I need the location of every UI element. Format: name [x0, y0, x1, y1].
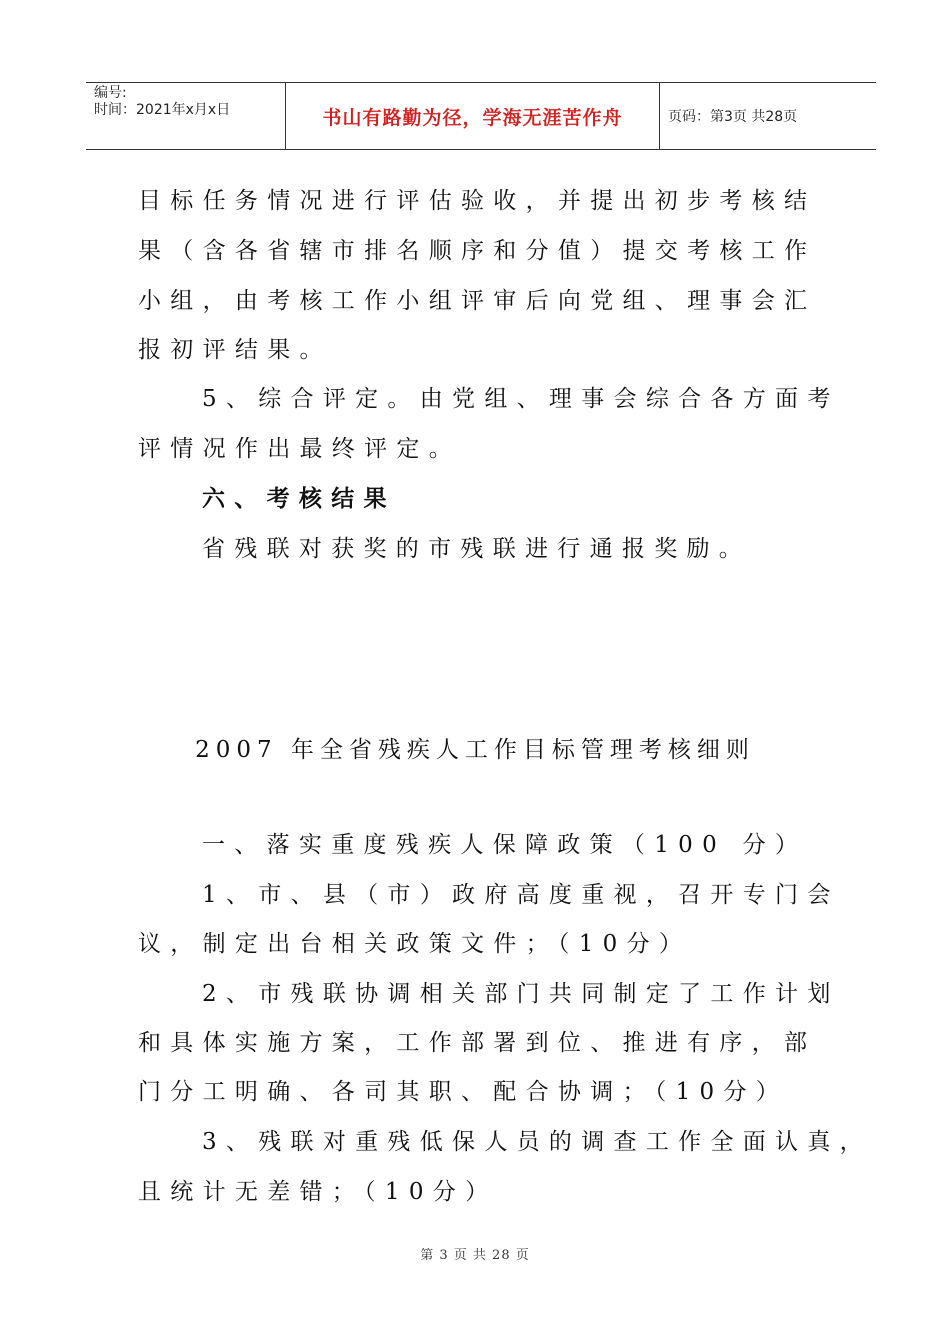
section-heading-results: 六、考核结果	[202, 485, 396, 512]
item-1-line-1: 1、市、县（市）政府高度重视，召开专门会	[202, 882, 840, 908]
item-2-line-2: 和具体实施方案，工作部署到位、推进有序，部	[138, 1030, 817, 1056]
item-2-line-3: 门分工明确、各司其职、配合协调；（10分）	[138, 1079, 789, 1105]
body-line-4: 报初评结果。	[138, 337, 332, 363]
item-1-line-2: 议，制定出台相关政策文件；（10分）	[138, 931, 692, 957]
section-heading-one: 一、落实重度残疾人保障政策（100 分）	[202, 832, 808, 858]
header-meta	[86, 83, 286, 149]
document-number-label: 编号:	[94, 85, 127, 101]
item-3-line-2: 且统计无差错；（10分）	[138, 1179, 498, 1205]
body-line-2: 果（含各省辖市排名顺序和分值）提交考核工作	[138, 238, 817, 264]
body-line-5: 5、综合评定。由党组、理事会综合各方面考	[202, 386, 840, 412]
page-header	[86, 82, 876, 150]
page-footer: 第 3 页 共 28 页	[420, 1248, 530, 1263]
item-2-line-1: 2、市残联协调相关部门共同制定了工作计划	[202, 981, 840, 1007]
body-line-6: 评情况作出最终评定。	[138, 436, 461, 462]
body-line-8: 省残联对获奖的市残联进行通报奖励。	[202, 536, 752, 562]
document-time-label: 时间：2021年x月x日	[94, 102, 231, 118]
body-line-3: 小组，由考核工作小组评审后向党组、理事会汇	[138, 288, 817, 314]
item-3-line-1: 3、残联对重残低保人员的调查工作全面认真，	[202, 1129, 872, 1155]
header-motto: 书山有路勤为径，学海无涯苦作舟	[286, 83, 660, 149]
body-line-1: 目标任务情况进行评估验收，并提出初步考核结	[138, 188, 817, 214]
header-page-label: 页码：第3页 共28页	[668, 109, 798, 125]
document-title: 2007 年全省残疾人工作目标管理考核细则	[195, 737, 755, 763]
